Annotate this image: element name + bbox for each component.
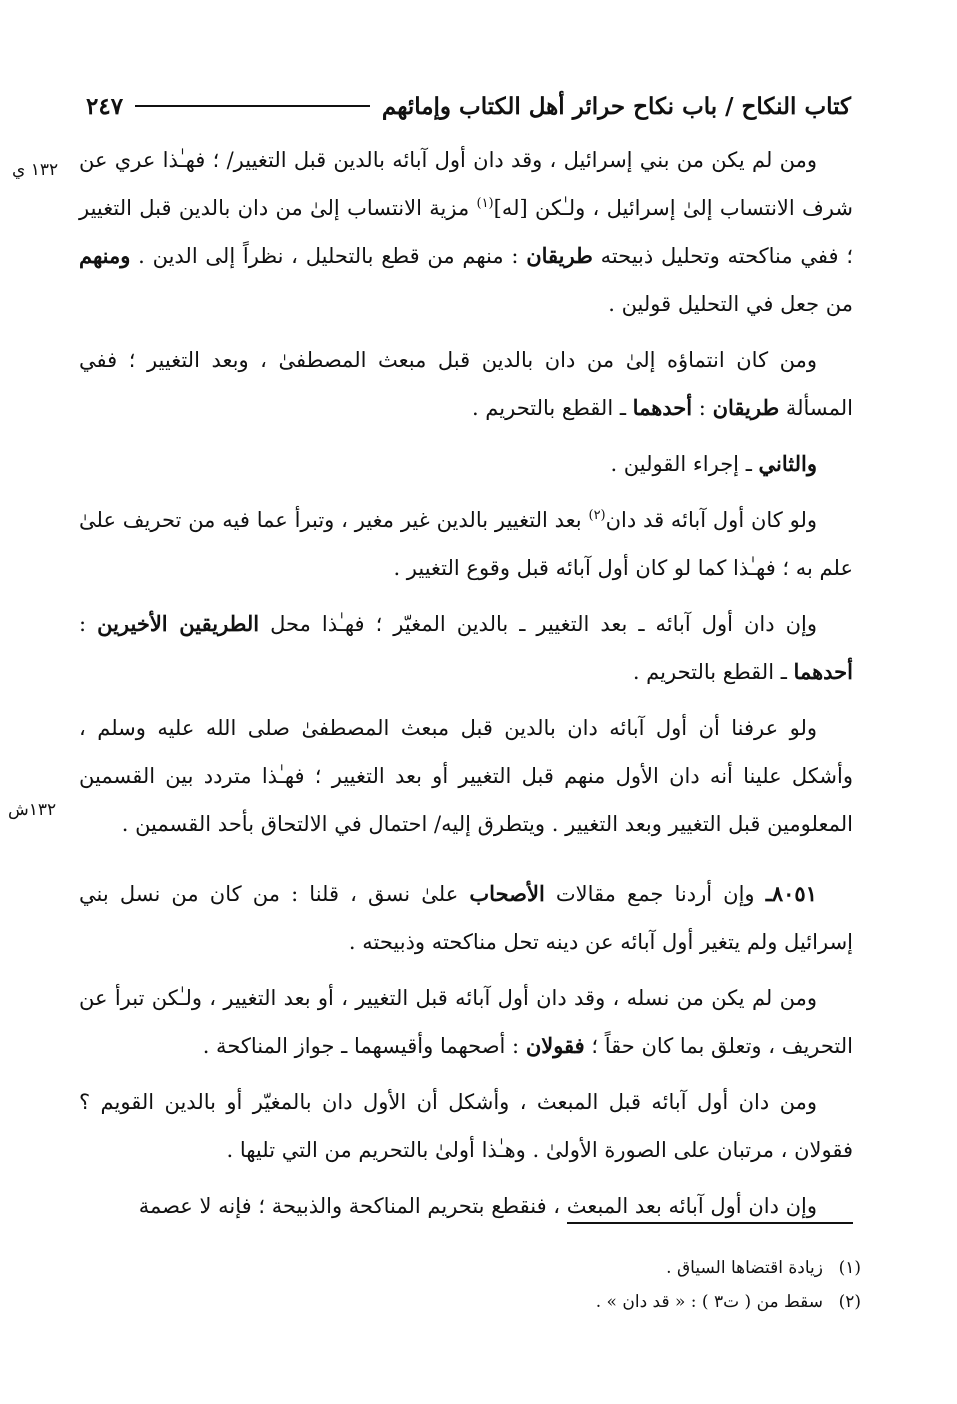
text-run: :	[79, 612, 98, 636]
bold-term: أحدهما	[632, 395, 693, 420]
footnote-number: (١)	[838, 1258, 861, 1278]
paragraph	[79, 974, 853, 1070]
margin-reference: ١٣٢ ي	[12, 160, 59, 180]
margin-reference: ١٣٢ش	[8, 800, 57, 820]
bold-term: الأصحاب	[469, 881, 545, 906]
bold-term: طريقان	[712, 395, 780, 420]
footnote	[161, 1285, 861, 1319]
footnote-marker[interactable]: (٢)	[588, 508, 606, 523]
text-run: علىٰ نسق ، قلنا : من كان من نسل بني إسرائيل ولم يتغير أول آبائه عن دينه تحل مناكحته وذبيحته .	[79, 882, 853, 954]
header-title: كتاب النكاح / باب نكاح حرائر أهل الكتاب وإمائهم	[381, 92, 851, 120]
text-run: ومن لم يكن من نسله ، وقد دان أول آبائه قبل التغيير ، أو بعد التغيير ، ولـٰكن تبرأ عن التحريف ، وتعلق بما كان حقاً ؛	[79, 986, 853, 1058]
text-run: ومن دان أول آبائه قبل المبعث ، وأشكل أن الأول دان بالمغيّر أو بالدين القويم ؟ فقولان ، مرتبان على الصورة الأولىٰ . وهـٰذا أولىٰ بالتحريم من التي تليها .	[79, 1090, 853, 1162]
text-run: : أصحهما وأقيسهما ـ جواز المناكحة .	[202, 1034, 526, 1058]
footnote-number: (٢)	[838, 1292, 861, 1312]
footnotes	[161, 1251, 861, 1319]
header-rule	[135, 105, 370, 107]
text-run: وإن دان أول آبائه بعد المبعث ، فنقطع بتحريم المناكحة والذبيحة ؛ فإنه لا عصمة	[138, 1194, 817, 1218]
paragraph	[79, 496, 853, 592]
text-run: :	[692, 396, 713, 420]
bold-term: ومنهم	[79, 243, 131, 268]
bold-term: طريقان	[526, 243, 593, 268]
text-run: ومن كان انتماؤه إلىٰ من دان بالدين قبل مبعث المصطفىٰ ، وبعد التغيير ؛ ففي المسألة	[79, 348, 853, 420]
page-number: ٢٤٧	[86, 92, 124, 120]
paragraph	[79, 1078, 853, 1174]
text-run: ولو كان أول آبائه قد دان	[605, 508, 817, 532]
bold-term: فقولان	[525, 1033, 585, 1058]
footnote	[161, 1251, 861, 1285]
text-run: ـ القطع بالتحريم .	[632, 660, 794, 684]
paragraph	[79, 870, 853, 966]
paragraph	[79, 136, 853, 328]
footnote-text: سقط من ( ت٣ ) : « قد دان » .	[595, 1292, 823, 1312]
bold-term: والثاني	[758, 451, 817, 476]
text-run: مزية الانتساب إلىٰ من دان بالدين قبل التغيير ؛ ففي مناكحته وتحليل ذبيحته	[79, 196, 853, 268]
text-run: ـ إجراء القولين .	[610, 452, 759, 476]
running-header	[86, 86, 851, 126]
bold-term: أحدهما	[793, 659, 853, 684]
main-text	[79, 136, 853, 1238]
text-run: : منهم من قطع بالتحليل ، نظراً إلى الدين .	[130, 244, 527, 268]
text-run: ـ القطع بالتحريم .	[471, 396, 633, 420]
text-run: بعد التغيير بالدين غير مغير ، وتبرأ عما فيه من تحريف علىٰ علم به ؛ فهـٰذا كما لو كان أول آبائه قبل وقوع التغيير .	[79, 508, 853, 580]
paragraph	[79, 704, 853, 848]
footnote-separator	[567, 1222, 853, 1224]
text-run: ولو عرفنا أن أول آبائه دان بالدين قبل مبعث المصطفىٰ صلى الله عليه وسلم ، وأشكل علينا أنه دان الأول منهم قبل التغيير أو بعد التغيير ؛ فهـٰذا متردد بين القسمين المعلومين قبل التغيير وبعد التغيير . ويتطرق إليه/ احتمال في الالتحاق بأحد القسمين .	[79, 716, 853, 836]
text-run: وإن دان أول آبائه ـ بعد التغيير ـ بالدين المغيّر ؛ فهـٰذا محل	[259, 612, 817, 636]
footnote-text: زيادة اقتضاها السياق .	[666, 1258, 823, 1278]
paragraph	[79, 336, 853, 432]
paragraph	[79, 600, 853, 696]
text-run: من جعل في التحليل قولين .	[608, 292, 853, 316]
text-run: وإن أردنا جمع مقالات	[544, 882, 766, 906]
paragraph-number: ٨٠٥١ـ	[765, 881, 817, 906]
bold-term: الطريقين الأخيرين	[97, 611, 260, 636]
paragraph	[79, 440, 853, 488]
footnote-marker[interactable]: (١)	[476, 196, 494, 211]
text-run: ومن لم يكن من بني إسرائيل ، وقد دان أول آبائه بالدين قبل التغيير/ ؛ فهـٰذا عري عن شرف الانتساب إلىٰ إسرائيل ، ولـٰكن [له]	[79, 148, 853, 220]
